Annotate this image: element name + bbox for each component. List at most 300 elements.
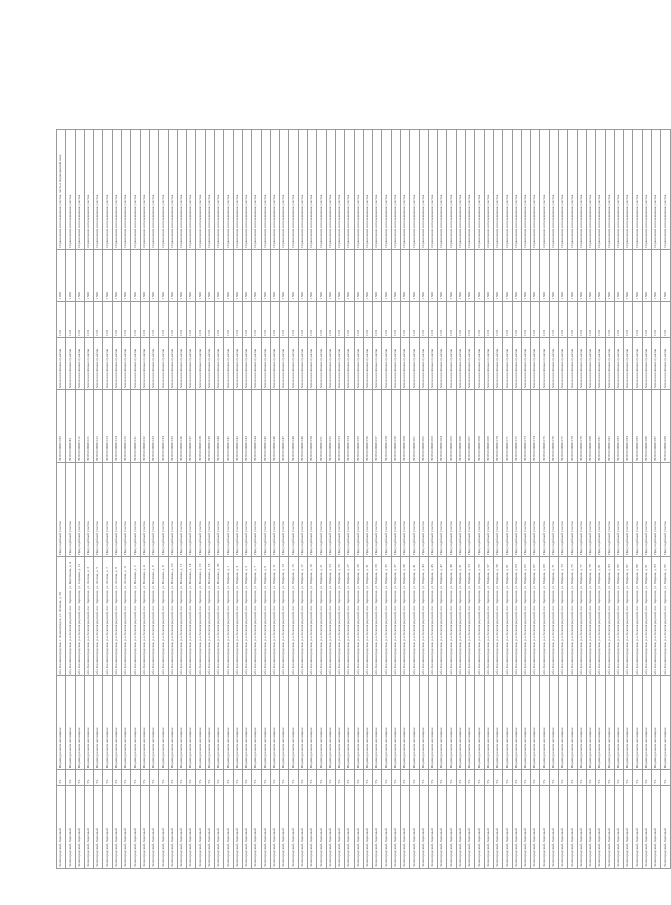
table-cell-category: Земли населённых пунктов [159, 338, 168, 390]
table-cell-right: 1 500 [586, 249, 595, 301]
table-cell-restriction: Ограничение использования участка [84, 130, 93, 250]
table-cell-category: Земли населённых пунктов [345, 338, 354, 390]
table-cell-restriction: Ограничение использования участка [122, 130, 131, 250]
table-cell-type: Уч. [205, 770, 214, 786]
table-cell-right: 1 500 [614, 249, 623, 301]
table-cell-restriction: Ограничение использования участка [335, 130, 344, 250]
table-row [363, 130, 372, 869]
table-cell-address: обл. Калининградская, р-н Зеленоградский, пос. Заречное, ул. Мирная, д. 15 [289, 556, 298, 676]
table-cell-area: 1131 [252, 301, 261, 337]
table-cell-purpose: Индивидуальное жилищное [270, 676, 279, 770]
table-cell-address: обл. Калининградская, р-н Зеленоградский, пос. Заречное, ул. Мирная, д. 91 [642, 556, 651, 676]
table-cell-right: 1 500 [391, 249, 400, 301]
table-cell-purpose: Индивидуальное жилищное [382, 676, 391, 770]
table-cell-right: 1 500 [224, 249, 233, 301]
table-cell-type: Уч. [298, 770, 307, 786]
table-cell-function: Приусадебный участок [168, 463, 177, 557]
table-cell-category: Земли населённых пунктов [122, 338, 131, 390]
table-cell-area: 1131 [493, 301, 502, 337]
table-cell-type: Уч. [94, 770, 103, 786]
table-cell-address: обл. Калининградская, р-н Зеленоградский, пос. Заречное, ул. Мирная, д. 57 [484, 556, 493, 676]
table-cell-address: обл. Калининградская, р-н Зеленоградский, пос. Заречное, ул. Мирная, д. 9 [261, 556, 270, 676]
table-cell-category: Земли населённых пунктов [354, 338, 363, 390]
table-cell-category: Земли населённых пунктов [577, 338, 586, 390]
table-cell-district: Зеленоградский, Заречный [354, 785, 363, 868]
table-cell-purpose: Индивидуальное жилищное [521, 676, 530, 770]
table-cell-category: Земли населённых пунктов [75, 338, 84, 390]
table-row [66, 130, 75, 869]
table-cell-district: Зеленоградский, Заречный [400, 785, 409, 868]
table-row [475, 130, 484, 869]
table-cell-area: 1131 [215, 301, 224, 337]
table-cell-cadastral: 39:05:010606:45 [66, 390, 75, 463]
table-cell-function: Приусадебный участок [112, 463, 121, 557]
table-cell-category: Земли населённых пунктов [326, 338, 335, 390]
table-cell-type: Уч. [559, 770, 568, 786]
table-cell-district: Зеленоградский, Заречный [503, 785, 512, 868]
table-cell-cadastral: 39:05:010606:188 [661, 390, 670, 463]
table-cell-function: Приусадебный участок [280, 463, 289, 557]
table-cell-district: Зеленоградский, Заречный [317, 785, 326, 868]
table-cell-category: Земли населённых пунктов [586, 338, 595, 390]
table-cell-cadastral: 39:05:010606:159 [391, 390, 400, 463]
table-cell-right: 1 500 [373, 249, 382, 301]
table-cell-district: Зеленоградский, Заречный [159, 785, 168, 868]
table-cell-purpose: Индивидуальное жилищное [438, 676, 447, 770]
table-cell-restriction: Ограничение использования участка [308, 130, 317, 250]
table-cell-restriction: Ограничение использования участка [280, 130, 289, 250]
table-cell-purpose: Индивидуальное жилищное [633, 676, 642, 770]
table-cell-right: 1 500 [661, 249, 670, 301]
table-cell-category: Земли населённых пунктов [215, 338, 224, 390]
table-cell-area: 1131 [177, 301, 186, 337]
table-cell-restriction: Ограничение использования участка [633, 130, 642, 250]
table-cell-category: Земли населённых пунктов [624, 338, 633, 390]
table-cell-district: Зеленоградский, Заречный [549, 785, 558, 868]
table-cell-cadastral: 39:05:010606:143 [242, 390, 251, 463]
table-cell-address: обл. Калининградская, р-н Зеленоградский, пос. Заречное, ул. Мирная, д. 19 [308, 556, 317, 676]
table-cell-cadastral: 39:05:010606:156 [363, 390, 372, 463]
table-cell-restriction: Ограничение использования участка [242, 130, 251, 250]
table-cell-type: Уч. [447, 770, 456, 786]
table-cell-restriction: Ограничение использования участка [549, 130, 558, 250]
table-cell-type: Уч. [289, 770, 298, 786]
table-cell-district: Зеленоградский, Заречный [624, 785, 633, 868]
table-cell-category: Земли населённых пунктов [242, 338, 251, 390]
table-cell-purpose: Индивидуальное жилищное [335, 676, 344, 770]
table-cell-cadastral: 39:05:010606:182 [605, 390, 614, 463]
table-row [335, 130, 344, 869]
table-cell-category: Земли населённых пунктов [140, 338, 149, 390]
table-cell-cadastral: 39:05:010606:145 [261, 390, 270, 463]
table-cell-purpose: Индивидуальное жилищное [456, 676, 465, 770]
table-cell-category: Земли населённых пунктов [568, 338, 577, 390]
table-cell-purpose: Индивидуальное жилищное [261, 676, 270, 770]
table-cell-purpose: Индивидуальное жилищное [84, 676, 93, 770]
table-cell-type: Уч. [112, 770, 121, 786]
table-cell-address: обл. Калининградская, р-н Зеленоградский, пос. Заречное, ул. Мирная, д. 37 [391, 556, 400, 676]
table-cell-category: Земли населённых пунктов [224, 338, 233, 390]
table-cell-purpose: Индивидуальное жилищное [540, 676, 549, 770]
table-cell-category: Земли населённых пунктов [475, 338, 484, 390]
table-cell-area: 1131 [484, 301, 493, 337]
table-cell-function: Приусадебный участок [242, 463, 251, 557]
table-cell-cadastral: 39:05:010606:125 [122, 390, 131, 463]
table-cell-right: 1 500 [633, 249, 642, 301]
table-cell-type: Уч. [261, 770, 270, 786]
table-row [103, 130, 112, 869]
table-cell-function: Приусадебный участок [215, 463, 224, 557]
table-cell-purpose: Индивидуальное жилищное [391, 676, 400, 770]
table-cell-category: Земли населённых пунктов [540, 338, 549, 390]
table-cell-function: Приусадебный участок [103, 463, 112, 557]
table-cell-category: Земли населённых пунктов [57, 338, 66, 390]
table-cell-purpose: Индивидуальное жилищное [326, 676, 335, 770]
table-cell-right: 1 500 [242, 249, 251, 301]
table-cell-area: 1131 [475, 301, 484, 337]
table-cell-purpose: Индивидуальное жилищное [400, 676, 409, 770]
table-cell-purpose: Индивидуальное жилищное [94, 676, 103, 770]
table-row [568, 130, 577, 869]
table-cell-type: Уч. [503, 770, 512, 786]
table-cell-purpose: Индивидуальное жилищное [252, 676, 261, 770]
table-cell-purpose: Индивидуальное жилищное [122, 676, 131, 770]
table-cell-function: Приусадебный участок [614, 463, 623, 557]
table-cell-district: Зеленоградский, Заречный [308, 785, 317, 868]
table-cell-type: Уч. [382, 770, 391, 786]
table-cell-type: Уч. [131, 770, 140, 786]
table-cell-category: Земли населённых пунктов [549, 338, 558, 390]
table-cell-restriction: Ограничение использования участка [419, 130, 428, 250]
table-row [131, 130, 140, 869]
table-cell-type: Уч. [466, 770, 475, 786]
table-cell-address: обл. Калининградская, р-н Зеленоградский, пос. Заречное, ул. Мирная, д. 25 [335, 556, 344, 676]
table-cell-cadastral: 39:05:010606:163 [428, 390, 437, 463]
table-cell-right: 1 500 [652, 249, 661, 301]
table-cell-district: Зеленоградский, Заречный [475, 785, 484, 868]
table-cell-purpose: Индивидуальное жилищное [559, 676, 568, 770]
table-cell-purpose: Индивидуальное жилищное [661, 676, 670, 770]
table-cell-restriction: Ограничение использования участка [289, 130, 298, 250]
table-cell-type: Уч. [586, 770, 595, 786]
table-cell-category: Земли населённых пунктов [400, 338, 409, 390]
table-cell-area: 1131 [614, 301, 623, 337]
table-cell-purpose: Индивидуальное жилищное [308, 676, 317, 770]
table-cell-function: Приусадебный участок [652, 463, 661, 557]
table-cell-right: 1 500 [159, 249, 168, 301]
table-cell-restriction: Ограничение использования участка [205, 130, 214, 250]
table-cell-restriction: Ограничение использования участка [168, 130, 177, 250]
table-cell-restriction: Ограничение использования участка [447, 130, 456, 250]
table-row [196, 130, 205, 869]
table-cell-address: обл. Калининградская, р-н Зеленоградский, пос. Заречное, ул. Полевая, д. 20 [215, 556, 224, 676]
table-cell-type: Уч. [168, 770, 177, 786]
table-cell-purpose: Индивидуальное жилищное [168, 676, 177, 770]
registry-table [56, 129, 671, 869]
table-cell-type: Уч. [456, 770, 465, 786]
table-cell-restriction: Ограничение использования участка, часть в водоохранной зоне [57, 130, 66, 250]
table-cell-type: Уч. [140, 770, 149, 786]
table-row [419, 130, 428, 869]
table-cell-type: Уч. [549, 770, 558, 786]
table-cell-address: обл. Калининградская, р-н Зеленоградский, пос. Заречное, ул. Мирная, д. 39 [400, 556, 409, 676]
table-cell-district: Зеленоградский, Заречный [456, 785, 465, 868]
table-cell-restriction: Ограничение использования участка [661, 130, 670, 250]
table-cell-cadastral: 39:05:010606:187 [652, 390, 661, 463]
table-cell-function: Приусадебный участок [298, 463, 307, 557]
table-cell-function: Приусадебный участок [159, 463, 168, 557]
table-cell-address: обл. Калининградская, р-н Зеленоградский, пос. Заречное, ул. Мирная, д. 27 [345, 556, 354, 676]
table-cell-right: 1 500 [568, 249, 577, 301]
table-cell-type: Уч. [428, 770, 437, 786]
table-row [540, 130, 549, 869]
table-cell-area: 1131 [363, 301, 372, 337]
table-cell-cadastral: 39:05:010606:153 [335, 390, 344, 463]
table-cell-type: Уч. [410, 770, 419, 786]
table-cell-category: Земли населённых пунктов [280, 338, 289, 390]
table-cell-restriction: Ограничение использования участка [177, 130, 186, 250]
table-cell-district: Зеленоградский, Заречный [66, 785, 75, 868]
table-cell-right: 1 500 [503, 249, 512, 301]
table-cell-function: Приусадебный участок [57, 463, 66, 557]
table-cell-restriction: Ограничение использования участка [252, 130, 261, 250]
table-cell-district: Зеленоградский, Заречный [94, 785, 103, 868]
table-row [624, 130, 633, 869]
table-cell-cadastral: 39:05:010606:171 [503, 390, 512, 463]
table-cell-address: обл. Калининградская, р-н Зеленоградский, пос. Заречное, ул. Мирная, д. 53 [466, 556, 475, 676]
table-cell-category: Земли населённых пунктов [531, 338, 540, 390]
table-cell-area: 1131 [624, 301, 633, 337]
table-cell-purpose: Индивидуальное жилищное [317, 676, 326, 770]
table-cell-purpose: Индивидуальное жилищное [131, 676, 140, 770]
table-cell-purpose: Индивидуальное жилищное [466, 676, 475, 770]
table-cell-function: Приусадебный участок [596, 463, 605, 557]
table-cell-cadastral: 39:05:010606:149 [298, 390, 307, 463]
table-cell-restriction: Ограничение использования участка [261, 130, 270, 250]
table-cell-right: 1 500 [94, 249, 103, 301]
table-row [456, 130, 465, 869]
table-cell-restriction: Ограничение использования участка [475, 130, 484, 250]
table-cell-function: Приусадебный участок [586, 463, 595, 557]
table-cell-purpose: Индивидуальное жилищное [224, 676, 233, 770]
table-cell-cadastral: 39:05:010606:124 [112, 390, 121, 463]
table-cell-cadastral: 39:05:010606:155 [354, 390, 363, 463]
table-row [345, 130, 354, 869]
table-cell-area: 1131 [122, 301, 131, 337]
table-cell-address: обл. Калининградская, р-н Зеленоградский, пос. Заречное, ул. Мирная, д. 51 [456, 556, 465, 676]
table-cell-restriction: Ограничение использования участка [428, 130, 437, 250]
table-cell-type: Уч. [354, 770, 363, 786]
table-cell-function: Приусадебный участок [419, 463, 428, 557]
table-cell-purpose: Индивидуальное жилищное [512, 676, 521, 770]
table-cell-area: 1131 [168, 301, 177, 337]
table-cell-function: Приусадебный участок [233, 463, 242, 557]
table-cell-area: 1131 [466, 301, 475, 337]
table-cell-function: Приусадебный участок [661, 463, 670, 557]
table-cell-cadastral: 39:05:010606:183 [614, 390, 623, 463]
table-cell-purpose: Индивидуальное жилищное [66, 676, 75, 770]
table-cell-area: 1131 [345, 301, 354, 337]
table-cell-area: 1131 [512, 301, 521, 337]
table-cell-category: Земли населённых пунктов [196, 338, 205, 390]
table-cell-area: 1131 [187, 301, 196, 337]
table-cell-area: 1131 [400, 301, 409, 337]
table-cell-restriction: Ограничение использования участка [298, 130, 307, 250]
table-cell-restriction: Ограничение использования участка [559, 130, 568, 250]
table-cell-area: 1131 [605, 301, 614, 337]
table-cell-district: Зеленоградский, Заречный [596, 785, 605, 868]
table-cell-purpose: Индивидуальное жилищное [428, 676, 437, 770]
table-row [521, 130, 530, 869]
table-cell-cadastral: 39:05:010606:122 [94, 390, 103, 463]
table-cell-right: 1 500 [215, 249, 224, 301]
table-cell-address: обл. Калининградская, р-н Зеленоградский, пос. Заречное, ул. Полевая, д. 6 [149, 556, 158, 676]
table-cell-type: Уч. [475, 770, 484, 786]
table-cell-restriction: Ограничение использования участка [493, 130, 502, 250]
table-row [252, 130, 261, 869]
table-cell-district: Зеленоградский, Заречный [335, 785, 344, 868]
table-cell-type: Уч. [215, 770, 224, 786]
table-cell-purpose: Индивидуальное жилищное [57, 676, 66, 770]
table-cell-area: 1131 [652, 301, 661, 337]
table-cell-area: 1131 [503, 301, 512, 337]
table-cell-district: Зеленоградский, Заречный [447, 785, 456, 868]
table-cell-category: Земли населённых пунктов [596, 338, 605, 390]
table-cell-right: 1 500 [317, 249, 326, 301]
table-cell-function: Приусадебный участок [373, 463, 382, 557]
table-cell-function: Приусадебный участок [549, 463, 558, 557]
table-cell-category: Земли населённых пунктов [298, 338, 307, 390]
table-cell-function: Приусадебный участок [475, 463, 484, 557]
table-cell-district: Зеленоградский, Заречный [168, 785, 177, 868]
table-cell-district: Зеленоградский, Заречный [577, 785, 586, 868]
table-cell-right: 1 500 [345, 249, 354, 301]
table-cell-district: Зеленоградский, Заречный [633, 785, 642, 868]
table-cell-function: Приусадебный участок [382, 463, 391, 557]
table-cell-cadastral: 39:05:010606:184 [624, 390, 633, 463]
table-cell-purpose: Индивидуальное жилищное [289, 676, 298, 770]
table-cell-restriction: Ограничение использования участка [75, 130, 84, 250]
table-cell-restriction: Ограничение использования участка [270, 130, 279, 250]
table-cell-function: Приусадебный участок [363, 463, 372, 557]
table-cell-cadastral: 39:05:010606:121 [84, 390, 93, 463]
table-cell-function: Приусадебный участок [484, 463, 493, 557]
table-cell-cadastral: 39:05:010606:138 [196, 390, 205, 463]
table-cell-address: обл. Калининградская, р-н Зеленоградский, пос. Заречное, ул. Полевая, д. 18 [205, 556, 214, 676]
table-cell-area: 1131 [568, 301, 577, 337]
table-cell-right: 1 500 [540, 249, 549, 301]
table-cell-cadastral: 39:05:010606:160 [400, 390, 409, 463]
table-cell-area: 1131 [410, 301, 419, 337]
table-cell-cadastral: 39:05:010606:112 [75, 390, 84, 463]
table-cell-right: 1 500 [447, 249, 456, 301]
table-cell-purpose: Индивидуальное жилищное [205, 676, 214, 770]
table-cell-type: Уч. [363, 770, 372, 786]
table-cell-function: Приусадебный участок [177, 463, 186, 557]
table-cell-type: Уч. [345, 770, 354, 786]
table-cell-type: Уч. [177, 770, 186, 786]
table-cell-category: Земли населённых пунктов [94, 338, 103, 390]
table-cell-purpose: Индивидуальное жилищное [549, 676, 558, 770]
table-cell-address: обл. Калининградская, р-н Зеленоградский, пос. Заречное, ул. Мирная, д. 69 [540, 556, 549, 676]
table-cell-cadastral: 39:05:010606:147 [280, 390, 289, 463]
table-cell-type: Уч. [484, 770, 493, 786]
table-cell-address: обл. Калининградская, р-н Зеленоградский, пос. Заречное, ул. Мирная, д. 43 [419, 556, 428, 676]
table-cell-right: 1 200 [57, 249, 66, 301]
table-cell-restriction: Ограничение использования участка [187, 130, 196, 250]
table-cell-category: Земли населённых пунктов [456, 338, 465, 390]
table-cell-function: Приусадебный участок [205, 463, 214, 557]
table-cell-category: Земли населённых пунктов [652, 338, 661, 390]
table-cell-restriction: Ограничение использования участка [373, 130, 382, 250]
table-cell-category: Земли населённых пунктов [252, 338, 261, 390]
table-cell-address: обл. Калининградская, р-н Зеленоградский, пос. Заречное, ул. Мирная, д. 89 [633, 556, 642, 676]
table-cell-type: Уч. [596, 770, 605, 786]
table-cell-cadastral: 39:05:010606:178 [568, 390, 577, 463]
table-cell-right: 1 500 [196, 249, 205, 301]
table-cell-cadastral: 39:05:010606:177 [559, 390, 568, 463]
table-cell-type: Уч. [624, 770, 633, 786]
table-cell-address: обл. Калининградская, р-н Зеленоградский, пос. Заречное, ул. Лесная, д. 9 [112, 556, 121, 676]
table-cell-district: Зеленоградский, Заречный [298, 785, 307, 868]
table-row [177, 130, 186, 869]
table-cell-category: Земли населённых пунктов [168, 338, 177, 390]
table-cell-restriction: Ограничение использования участка [540, 130, 549, 250]
table-cell-right: 1 500 [326, 249, 335, 301]
table-row [149, 130, 158, 869]
table-cell-address: обл. Калининградская, р-н Зеленоградский, пос. Заречное, ул. Мирная, д. 77 [577, 556, 586, 676]
table-cell-category: Земли населённых пунктов [270, 338, 279, 390]
table-cell-right: 1 500 [261, 249, 270, 301]
table-cell-purpose: Индивидуальное жилищное [605, 676, 614, 770]
table-cell-district: Зеленоградский, Заречный [75, 785, 84, 868]
table-cell-area: 1131 [354, 301, 363, 337]
table-cell-type: Уч. [224, 770, 233, 786]
table-cell-district: Зеленоградский, Заречный [280, 785, 289, 868]
table-cell-category: Земли населённых пунктов [112, 338, 121, 390]
table-cell-address: обл. Калининградская, г. Зеленоградск, ул. Зеленая, д. 20 [57, 556, 66, 676]
table-cell-right: 1 500 [549, 249, 558, 301]
table-cell-function: Приусадебный участок [493, 463, 502, 557]
table-cell-type: Уч. [577, 770, 586, 786]
table-row [391, 130, 400, 869]
table-cell-district: Зеленоградский, Заречный [438, 785, 447, 868]
table-row [289, 130, 298, 869]
table-cell-right: 1 200 [66, 249, 75, 301]
table-cell-purpose: Индивидуальное жилищное [373, 676, 382, 770]
table-cell-cadastral: 39:05:010606:167 [466, 390, 475, 463]
table-cell-cadastral: 39:05:010606:150 [308, 390, 317, 463]
table-cell-district: Зеленоградский, Заречный [428, 785, 437, 868]
table-cell-type: Уч. [493, 770, 502, 786]
table-cell-type: Уч. [57, 770, 66, 786]
table-cell-type: Уч. [614, 770, 623, 786]
table-cell-address: обл. Калининградская, р-н Зеленоградский, пос. Заречное, ул. Мирная, д. 87 [624, 556, 633, 676]
table-cell-cadastral: 39:05:010606:169 [484, 390, 493, 463]
table-cell-type: Уч. [66, 770, 75, 786]
table-cell-area: 1131 [549, 301, 558, 337]
table-cell-right: 1 500 [605, 249, 614, 301]
table-row [410, 130, 419, 869]
table-cell-category: Земли населённых пунктов [131, 338, 140, 390]
table-cell-cadastral: 39:05:010606:165 [447, 390, 456, 463]
table-cell-address: обл. Калининградская, р-н Зеленоградский, пос. Заречное, ул. Полевая, д. 2 [131, 556, 140, 676]
table-cell-purpose: Индивидуальное жилищное [577, 676, 586, 770]
table-cell-cadastral: 39:05:010606:148 [289, 390, 298, 463]
rotated-table-container [56, 129, 667, 869]
table-cell-function: Приусадебный участок [633, 463, 642, 557]
table-cell-district: Зеленоградский, Заречный [586, 785, 595, 868]
